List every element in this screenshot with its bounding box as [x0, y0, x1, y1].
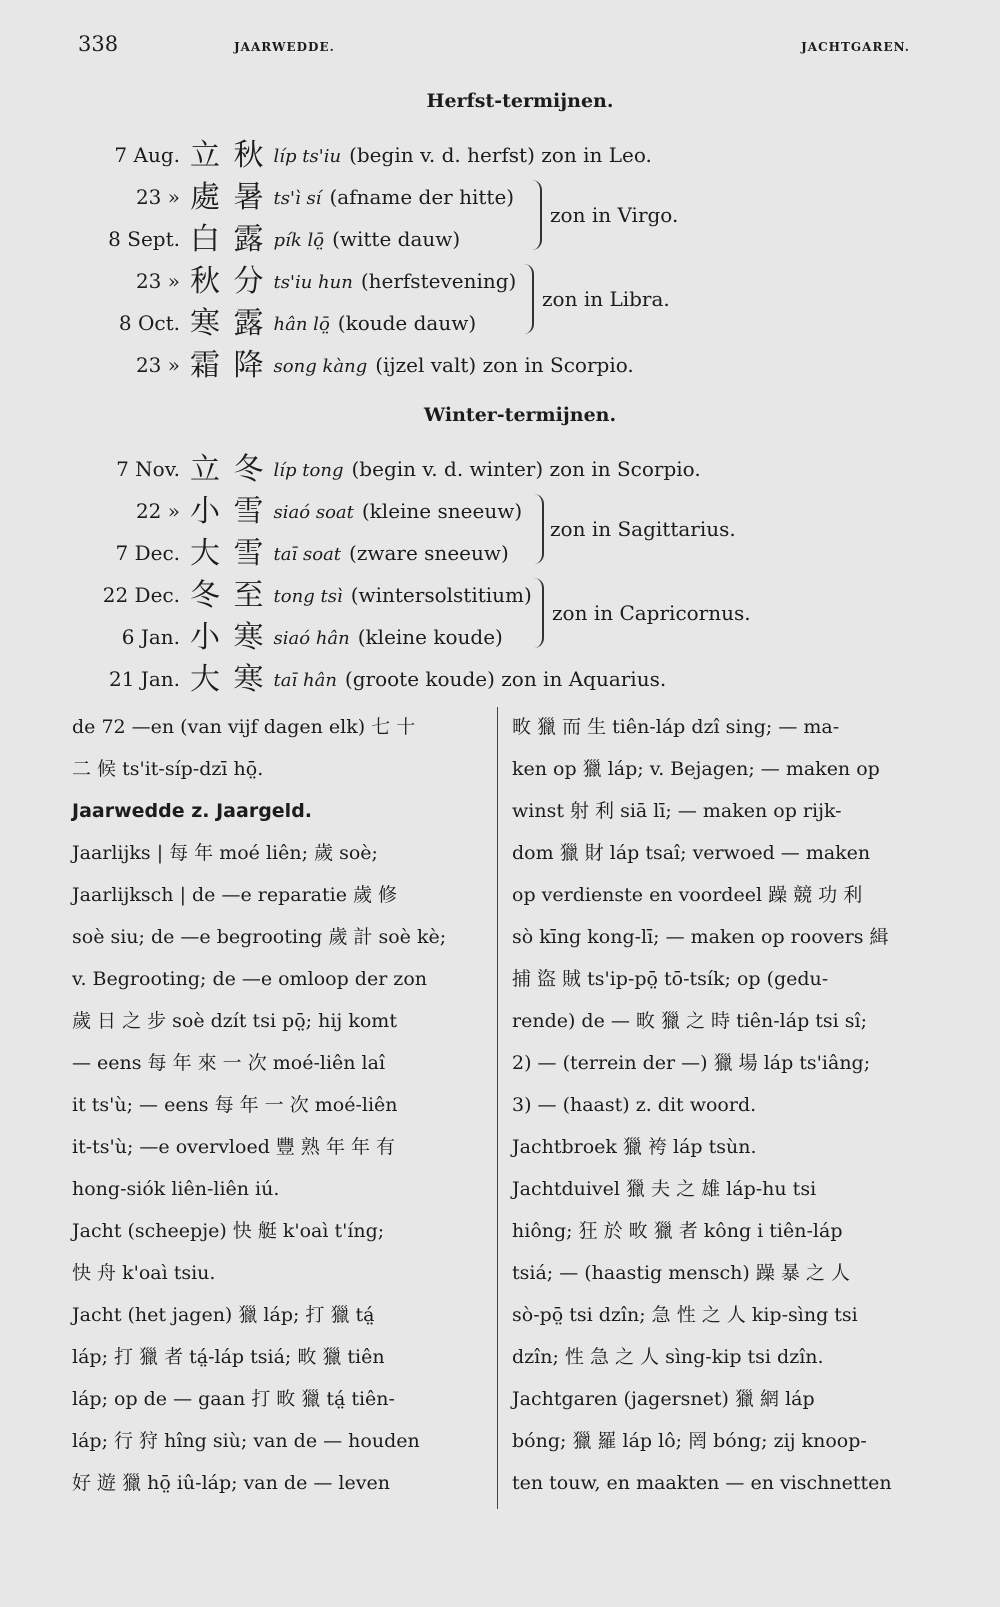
term-chinese: 白 露 [190, 222, 266, 257]
term-description: (begin v. d. herfst) zon in Leo. [349, 143, 652, 167]
entry-line: dom 獵 財 láp tsaî; verwoed — maken [512, 842, 871, 864]
term-romanization: siaó hân [273, 628, 350, 649]
term-row [70, 298, 477, 341]
entry-line: Jaarlijksch | de —e reparatie 歲 修 [72, 884, 398, 906]
entry-line: dzîn; 性 急 之 人 sìng-kip tsi dzîn. [512, 1346, 824, 1368]
brace-zodiac-label: zon in Sagittarius. [550, 517, 736, 541]
brace-zodiac-label: zon in Libra. [542, 287, 670, 311]
term-romanization: taī hân [273, 670, 337, 691]
entry-line: 畋 獵 而 生 tiên-láp dzî sing; — ma- [512, 716, 840, 738]
entry-line: láp; op de — gaan 打 畋 獵 tá̤ tiên- [72, 1388, 395, 1410]
entry-line: ten touw, en maakten — en vischnetten [512, 1472, 892, 1494]
term-description: (afname der hitte) [329, 185, 515, 209]
entry-line: sò-pō̤ tsi dzîn; 急 性 之 人 kip-sìng tsi [512, 1304, 858, 1326]
term-row [70, 340, 634, 383]
entry-line: 快 舟 k'oaì tsiu. [72, 1262, 216, 1284]
headword-line: Jaarwedde z. Jaargeld. [72, 800, 313, 822]
entry-line: Jachtbroek 獵 袴 láp tsùn. [512, 1136, 757, 1158]
entry-line: v. Begrooting; de —e omloop der zon [72, 968, 427, 990]
entry-line: 2) — (terrein der —) 獵 場 láp ts'iâng; [512, 1052, 871, 1074]
entry-line: Jacht (scheepje) 快 艇 k'oaì t'íng; [72, 1220, 385, 1242]
brace-zodiac-label: zon in Capricornus. [552, 601, 751, 625]
entry-line: 歲 日 之 步 soè dzít tsi pō̤; hij komt [72, 1010, 397, 1032]
term-description: (koude dauw) [337, 311, 477, 335]
term-description: (kleine sneeuw) [361, 499, 523, 523]
term-date: 7 Aug. [114, 143, 180, 167]
entry-line: Jacht (het jagen) 獵 láp; 打 獵 tá̤ [72, 1304, 375, 1326]
entry-line: 3) — (haast) z. dit woord. [512, 1094, 757, 1116]
term-row [70, 612, 503, 655]
term-romanization: ts'ì sí [273, 188, 322, 209]
term-date: 23 » [135, 185, 180, 209]
term-row [70, 172, 515, 215]
term-romanization: tong tsì [273, 586, 343, 607]
entry-line: op verdienste en voordeel 躁 競 功 利 [512, 884, 863, 906]
term-date: 23 » [135, 353, 180, 377]
section-title-herfst: Herfst-termijnen. [426, 90, 614, 112]
term-romanization: siaó soat [273, 502, 354, 523]
term-chinese: 冬 至 [190, 578, 266, 613]
term-date: 21 Jan. [109, 667, 180, 691]
term-description: (herfstevening) [360, 269, 517, 293]
term-date: 7 Nov. [116, 457, 180, 481]
brace [530, 578, 544, 648]
entry-line: 捕 盜 賊 ts'ip-pō̤ tō-tsík; op (gedu- [512, 968, 829, 990]
brace-zodiac-label: zon in Virgo. [550, 203, 679, 227]
term-date: 8 Sept. [108, 227, 180, 251]
entry-line: winst 射 利 siā lī; — maken op rijk- [512, 800, 842, 822]
term-chinese: 霜 降 [190, 348, 266, 383]
term-date: 8 Oct. [118, 311, 180, 335]
section-title-winter: Winter-termijnen. [423, 404, 617, 426]
term-description: (zware sneeuw) [349, 541, 509, 565]
entry-line: it ts'ù; — eens 每 年 一 次 moé-liên [72, 1094, 398, 1116]
term-description: (begin v. d. winter) zon in Scorpio. [351, 457, 701, 481]
term-romanization: ts'iu hun [273, 272, 353, 293]
term-description: (groote koude) zon in Aquarius. [344, 667, 667, 691]
brace [528, 180, 542, 250]
term-romanization: líp tong [273, 460, 344, 481]
entry-line: láp; 行 狩 hîng siù; van de — houden [72, 1430, 420, 1452]
entry-line: hong-siók liên-liên iú. [72, 1178, 280, 1200]
term-row [70, 256, 517, 299]
entry-line: 好 遊 獵 hō̤ iû-láp; van de — leven [72, 1472, 390, 1494]
entry-line: de 72 —en (van vijf dagen elk) 七 十 [72, 716, 416, 738]
running-head-left: JAARWEDDE. [234, 40, 335, 54]
entry-line: rende) de — 畋 獵 之 時 tiên-láp tsi sî; [512, 1010, 868, 1032]
term-row [70, 486, 523, 529]
entry-line: Jachtduivel 獵 夫 之 雄 láp-hu tsi [512, 1178, 817, 1200]
term-date: 22 Dec. [102, 583, 180, 607]
term-romanization: pík lō̤ [273, 230, 325, 251]
term-description: (ijzel valt) zon in Scorpio. [375, 353, 634, 377]
term-row [70, 654, 667, 697]
term-chinese: 秋 分 [190, 264, 266, 299]
entry-line: — eens 每 年 來 一 次 moé-liên laî [72, 1052, 386, 1074]
term-romanization: líp ts'iu [273, 146, 342, 167]
entry-line: ken op 獵 láp; v. Bejagen; — maken op [512, 758, 880, 780]
term-description: (witte dauw) [332, 227, 461, 251]
term-romanization: hân lō̤ [273, 314, 330, 335]
term-chinese: 立 秋 [190, 138, 266, 173]
term-chinese: 立 冬 [190, 452, 266, 487]
entry-line: it-ts'ù; —e overvloed 豐 熟 年 年 有 [72, 1136, 396, 1158]
running-head-right: JACHTGAREN. [801, 40, 910, 54]
term-description: (wintersolstitium) [350, 583, 532, 607]
column-divider [497, 707, 498, 1509]
entry-line: tsiá; — (haastig mensch) 躁 暴 之 人 [512, 1262, 850, 1284]
entry-line: bóng; 獵 羅 láp lô; 罔 bóng; zij knoop- [512, 1430, 867, 1452]
term-romanization: taī soat [273, 544, 342, 565]
entry-line: sò kīng kong-lī; — maken op roovers 緝 [512, 926, 889, 948]
term-date: 22 » [135, 499, 180, 523]
term-row [70, 130, 652, 173]
term-row [70, 570, 532, 613]
entry-line: láp; 打 獵 者 tá̤-láp tsiá; 畋 獵 tiên [72, 1346, 385, 1368]
term-row [70, 214, 461, 257]
entry-line: Jaarlijks | 每 年 moé liên; 歲 soè; [72, 842, 378, 864]
term-chinese: 小 雪 [190, 494, 266, 529]
entry-line: Jachtgaren (jagersnet) 獵 網 láp [512, 1388, 815, 1410]
term-row [70, 528, 509, 571]
term-date: 7 Dec. [115, 541, 180, 565]
term-chinese: 大 雪 [190, 536, 266, 571]
brace [530, 494, 544, 564]
term-chinese: 小 寒 [190, 620, 266, 655]
term-chinese: 大 寒 [190, 662, 266, 697]
entry-line: soè siu; de —e begrooting 歲 計 soè kè; [72, 926, 447, 948]
term-row [70, 444, 701, 487]
entry-line: hiông; 狂 於 畋 獵 者 kông i tiên-láp [512, 1220, 843, 1242]
term-romanization: song kàng [273, 356, 368, 377]
term-date: 23 » [135, 269, 180, 293]
brace [520, 264, 534, 334]
running-head [78, 32, 960, 60]
entry-line: 二 候 ts'it-síp-dzī hō̤. [72, 758, 264, 780]
term-chinese: 處 暑 [190, 180, 266, 215]
term-chinese: 寒 露 [190, 306, 266, 341]
term-date: 6 Jan. [121, 625, 180, 649]
term-description: (kleine koude) [357, 625, 503, 649]
page-number: 338 [78, 32, 119, 56]
